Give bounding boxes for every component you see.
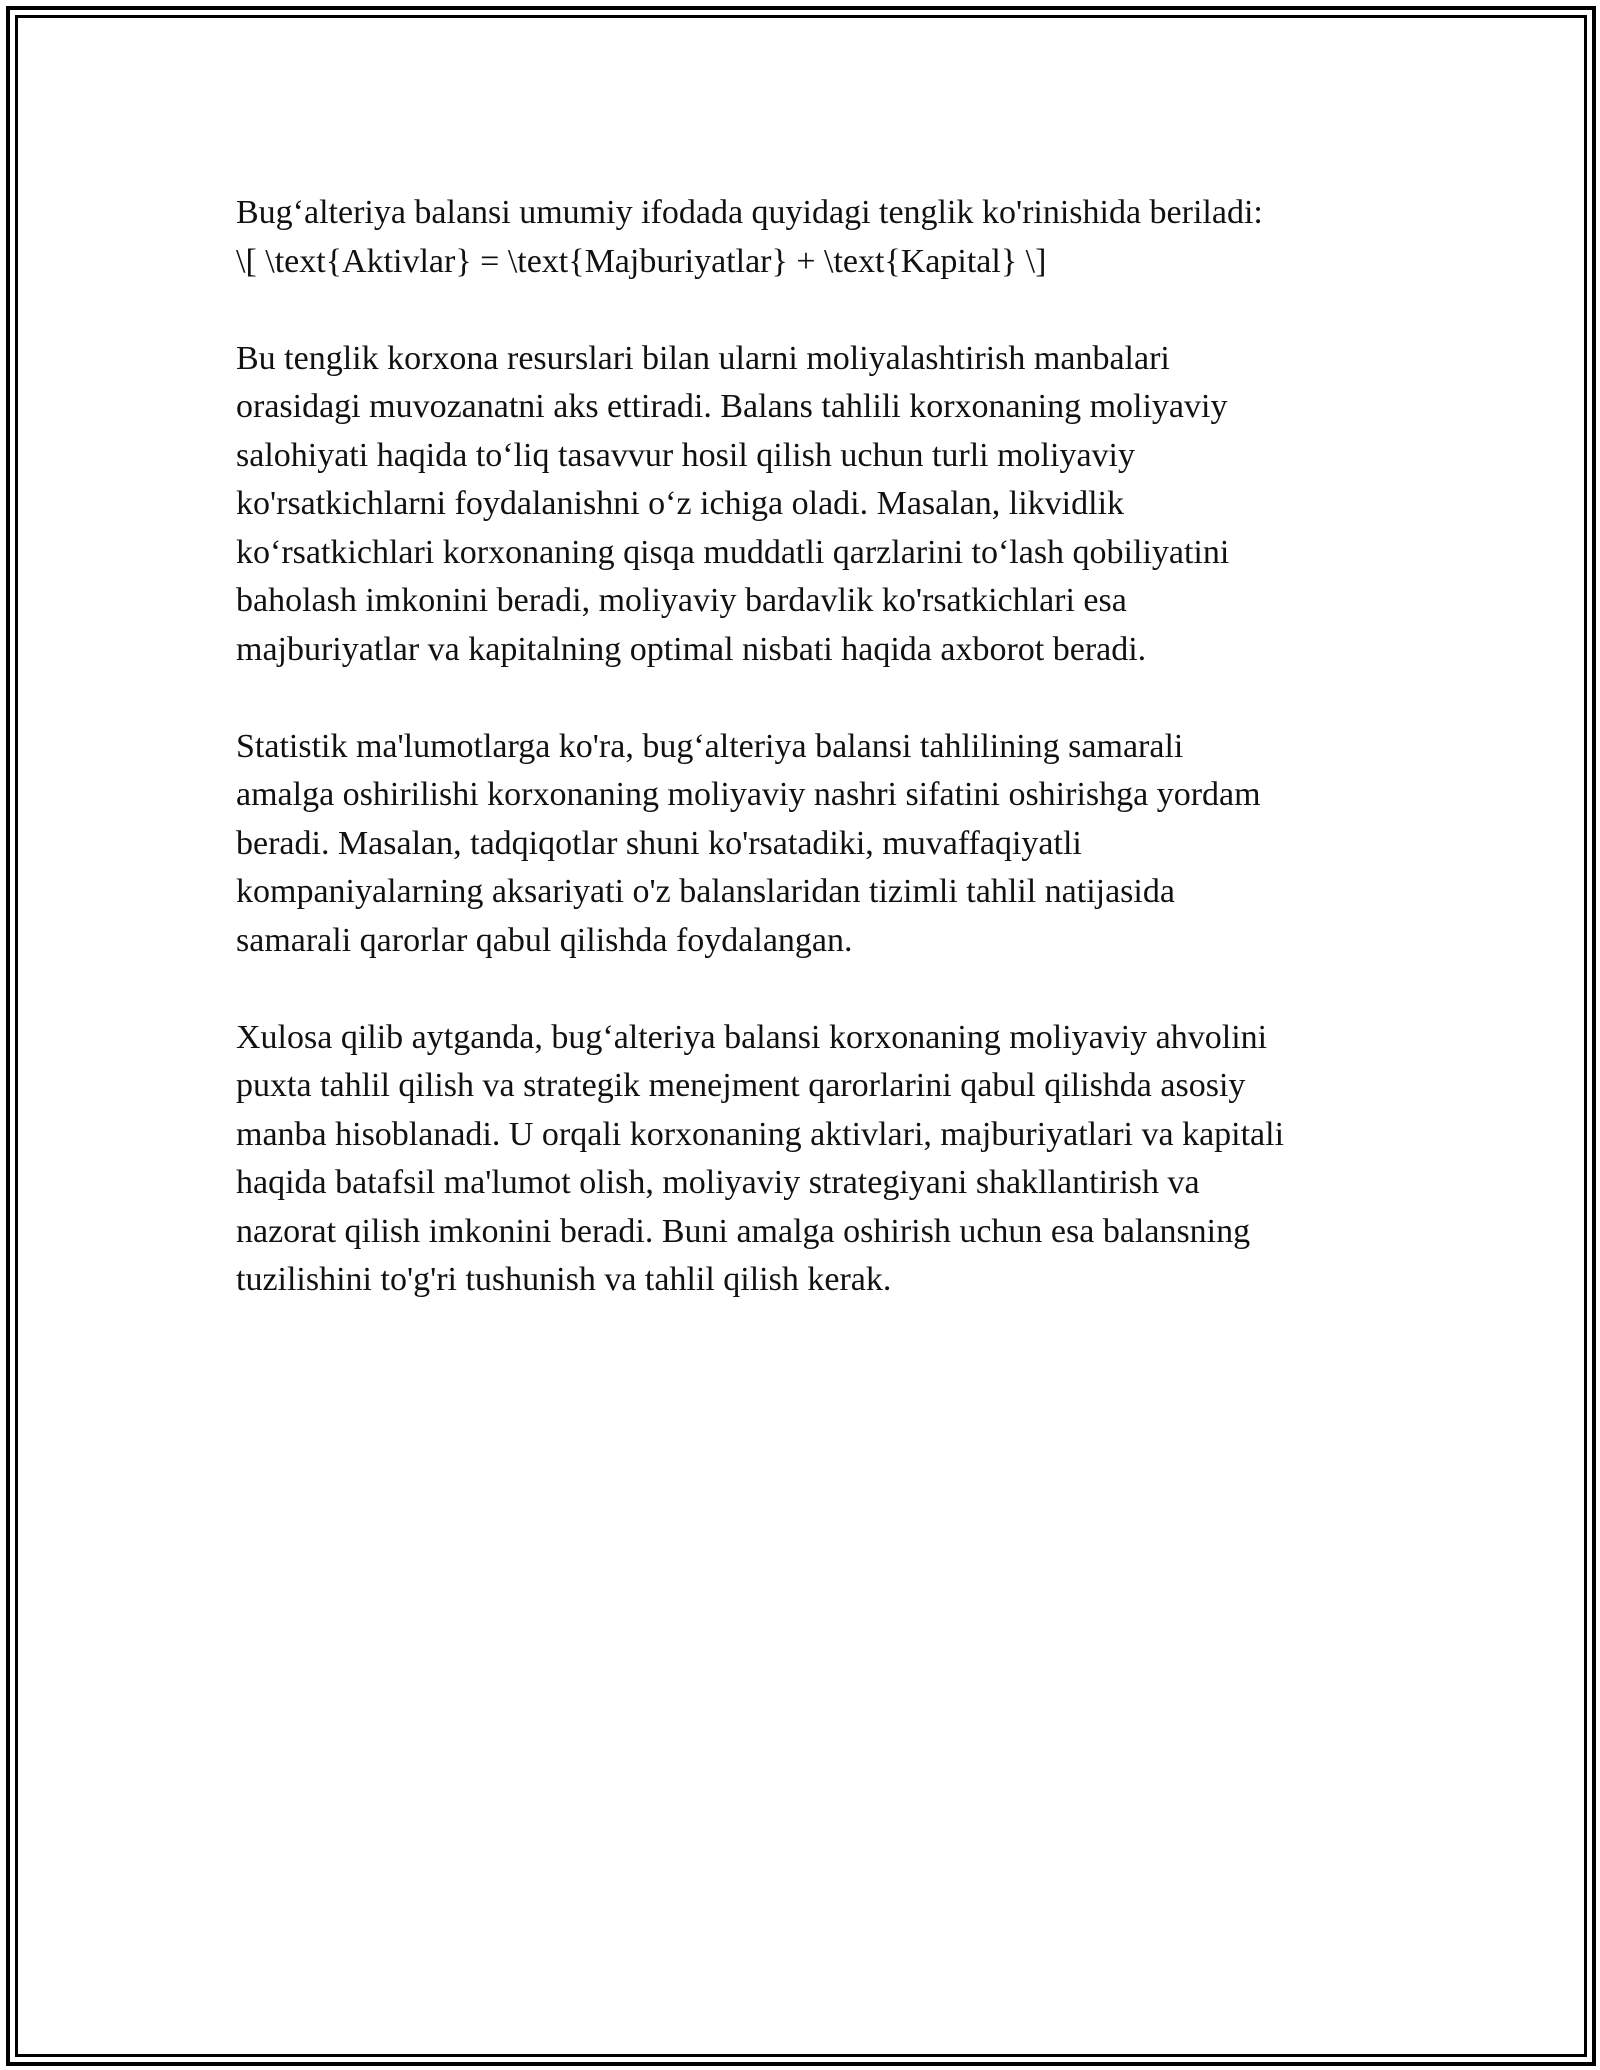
paragraph-balance-equation: Bug‘alteriya balansi umumiy ifodada quyidagi tenglik ko'rinishida beriladi: \[ \text{Aktivlar} = \text{Majburiyatlar} + \text{Kapital} \] [236, 194, 1263, 280]
paragraph-balance-analysis: Bu tenglik korxona resurslari bilan ularni moliyalashtirish manbalari orasidagi muvozanatni aks ettiradi. Balans tahlili korxonaning moliyaviy salohiyati haqida to‘liq tasavvur hosil qilish uchun turli moliyaviy ko'rsatkichlarni foydalanishni o‘z ichiga oladi. Masalan, likvidlik ko‘rsatkichlari korxonaning qisqa muddatli qarzlarini to‘lash qobiliyatini baholash imkonini beradi, moliyaviy bardavlik ko'rsatkichlari esa majburiyatlar va kapitalning optimal nisbati haqida axborot beradi. [236, 339, 1230, 668]
paragraph-conclusion: Xulosa qilib aytganda, bug‘alteriya balansi korxonaning moliyaviy ahvolini puxta tahlil qilish va strategik menejment qarorlarini qabul qilishda asosiy manba hisoblanadi. U orqali korxonaning aktivlari, majburiyatlari va kapitali haqida batafsil ma'lumot olish, moliyaviy strategiyani shakllantirish va nazorat qilish imkonini beradi. Buni amalga oshirish uchun esa balansning tuzilishini to'g'ri tushunish va tahlil qilish kerak. [236, 1018, 1285, 1298]
paragraph-statistics: Statistik ma'lumotlarga ko'ra, bug‘alteriya balansi tahlilining samarali amalga oshirilishi korxonaning moliyaviy nashri sifatini oshirishga yordam beradi. Masalan, tadqiqotlar shuni ko'rsatadiki, muvaffaqiyatli kompaniyalarning aksariyati o'z balanslaridan tizimli tahlil natijasida samarali qarorlar qabul qilishda foydalangan. [236, 727, 1261, 959]
document-body [236, 189, 1376, 1353]
